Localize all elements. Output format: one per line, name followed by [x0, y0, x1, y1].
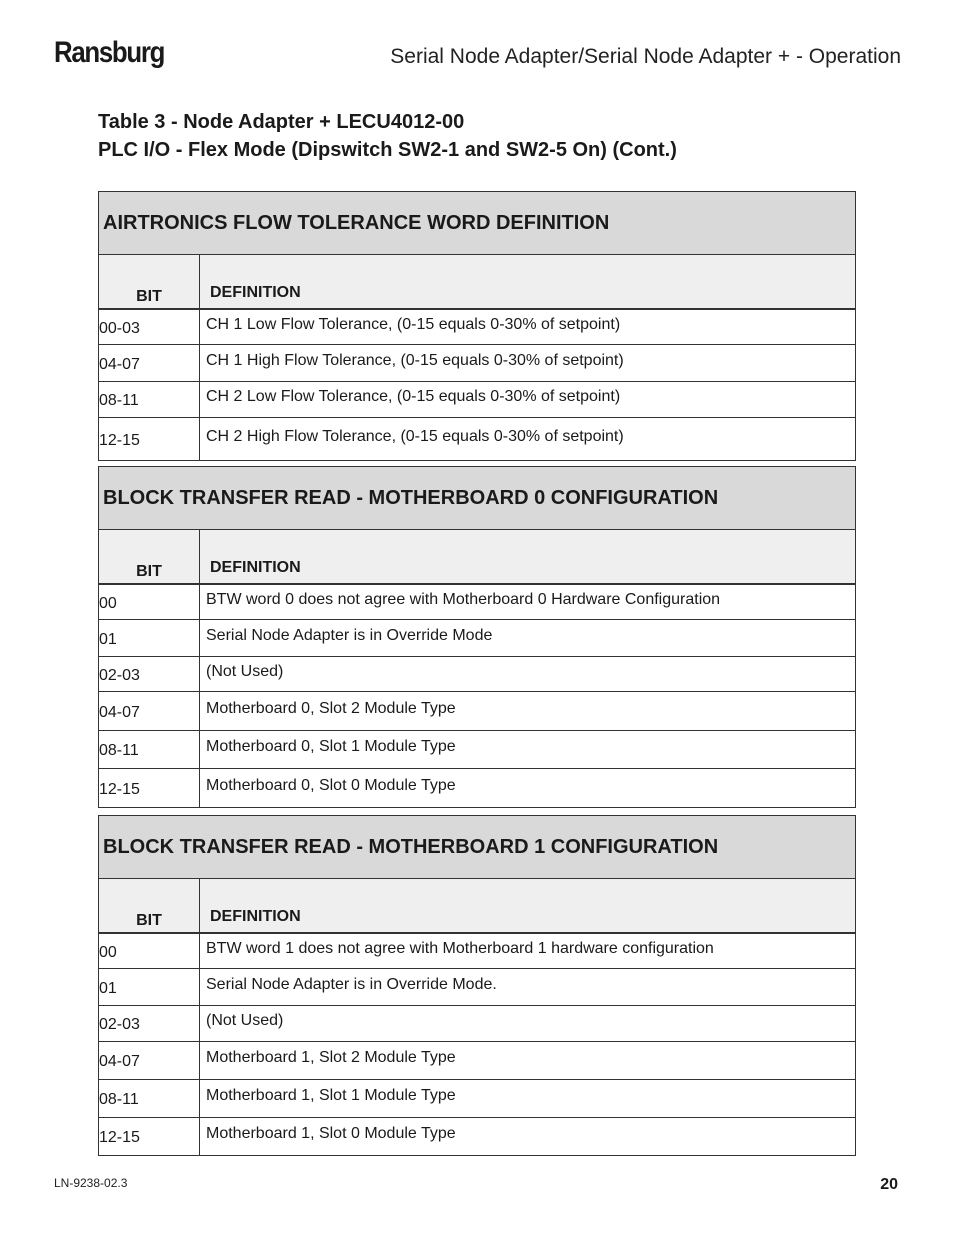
table-row	[99, 656, 856, 691]
definition-cell: Serial Node Adapter is in Override Mode	[200, 619, 856, 656]
table-row	[99, 933, 856, 968]
definition-cell: Motherboard 1, Slot 2 Module Type	[200, 1041, 856, 1079]
definition-cell: BTW word 0 does not agree with Motherboard 0 Hardware Configuration	[200, 584, 856, 619]
table-caption-line-2: PLC I/O - Flex Mode (Dipswitch SW2-1 and SW2-5 On) (Cont.)	[98, 139, 677, 161]
column-header-definition: DEFINITION	[200, 530, 856, 585]
table-row	[99, 691, 856, 730]
bit-cell: 12-15	[99, 417, 200, 460]
table-row	[99, 381, 856, 417]
bit-cell: 04-07	[99, 344, 200, 381]
section-title: AIRTRONICS FLOW TOLERANCE WORD DEFINITION	[99, 192, 856, 255]
definition-cell: (Not Used)	[200, 1005, 856, 1041]
bit-cell: 01	[99, 619, 200, 656]
table-row	[99, 1117, 856, 1155]
column-header-bit: BIT	[99, 879, 200, 934]
bit-cell: 04-07	[99, 1041, 200, 1079]
table-row	[99, 1041, 856, 1079]
page-number: 20	[880, 1176, 898, 1193]
definition-cell: CH 1 High Flow Tolerance, (0-15 equals 0-30% of setpoint)	[200, 344, 856, 381]
flow-tolerance-table	[98, 191, 856, 461]
table-row	[99, 344, 856, 381]
table-caption-line-1: Table 3 - Node Adapter + LECU4012-00	[98, 111, 465, 133]
table-row	[99, 1005, 856, 1041]
bit-cell: 12-15	[99, 768, 200, 807]
definition-cell: Motherboard 0, Slot 2 Module Type	[200, 691, 856, 730]
table-row	[99, 1079, 856, 1117]
section-title: BLOCK TRANSFER READ - MOTHERBOARD 1 CONFIGURATION	[99, 816, 856, 879]
motherboard-0-config-table	[98, 466, 856, 808]
table-row	[99, 309, 856, 344]
column-header-bit: BIT	[99, 255, 200, 310]
definition-cell: CH 2 Low Flow Tolerance, (0-15 equals 0-30% of setpoint)	[200, 381, 856, 417]
bit-cell: 00	[99, 933, 200, 968]
table-row	[99, 730, 856, 768]
table-row	[99, 584, 856, 619]
column-header-definition: DEFINITION	[200, 879, 856, 934]
table-row	[99, 619, 856, 656]
table-row	[99, 968, 856, 1005]
table-row	[99, 417, 856, 460]
bit-cell: 02-03	[99, 1005, 200, 1041]
bit-cell: 00-03	[99, 309, 200, 344]
definition-cell: CH 1 Low Flow Tolerance, (0-15 equals 0-30% of setpoint)	[200, 309, 856, 344]
definition-cell: (Not Used)	[200, 656, 856, 691]
section-title: BLOCK TRANSFER READ - MOTHERBOARD 0 CONFIGURATION	[99, 467, 856, 530]
table-row	[99, 768, 856, 807]
definition-cell: Motherboard 1, Slot 1 Module Type	[200, 1079, 856, 1117]
definition-cell: Motherboard 0, Slot 1 Module Type	[200, 730, 856, 768]
definition-cell: Serial Node Adapter is in Override Mode.	[200, 968, 856, 1005]
definition-cell: Motherboard 1, Slot 0 Module Type	[200, 1117, 856, 1155]
bit-cell: 08-11	[99, 381, 200, 417]
page-title	[98, 108, 677, 164]
bit-cell: 02-03	[99, 656, 200, 691]
column-header-definition: DEFINITION	[200, 255, 856, 310]
definition-cell: BTW word 1 does not agree with Motherboard 1 hardware configuration	[200, 933, 856, 968]
definition-cell: Motherboard 0, Slot 0 Module Type	[200, 768, 856, 807]
bit-cell: 08-11	[99, 730, 200, 768]
document-header-title: Serial Node Adapter/Serial Node Adapter + - Operation	[390, 45, 901, 68]
bit-cell: 08-11	[99, 1079, 200, 1117]
document-number: LN-9238-02.3	[54, 1176, 128, 1190]
bit-cell: 04-07	[99, 691, 200, 730]
column-header-bit: BIT	[99, 530, 200, 585]
brand-logo: Ransburg	[54, 36, 165, 69]
bit-cell: 01	[99, 968, 200, 1005]
definition-cell: CH 2 High Flow Tolerance, (0-15 equals 0-30% of setpoint)	[200, 417, 856, 460]
motherboard-1-config-table	[98, 815, 856, 1156]
bit-cell: 00	[99, 584, 200, 619]
bit-cell: 12-15	[99, 1117, 200, 1155]
